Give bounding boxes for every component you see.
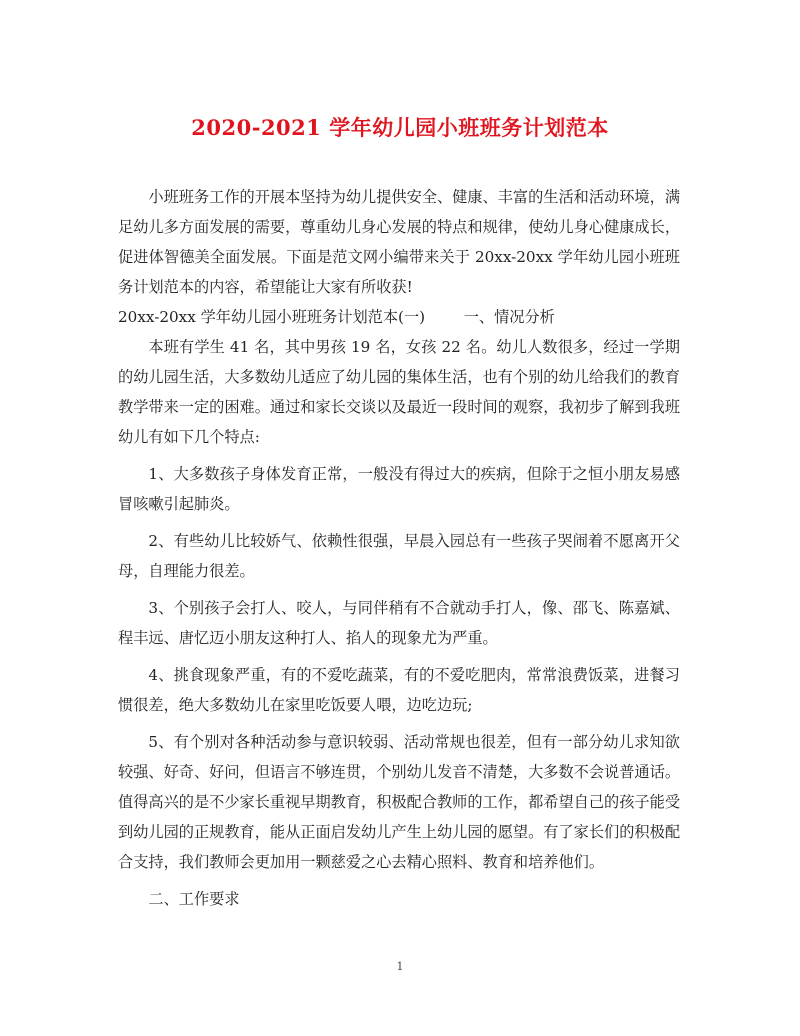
document-title: 2020-2021 学年幼儿园小班班务计划范本	[191, 115, 609, 140]
subheading-line	[118, 302, 680, 332]
list-item: 3、个别孩子会打人、咬人，与同伴稍有不合就动手打人，像、邵飞、陈嘉斌、程丰远、唐忆迈小朋友这种打人、掐人的现象尤为严重。	[118, 599, 680, 647]
intro-paragraph: 小班班务工作的开展本坚持为幼儿提供安全、健康、丰富的生活和活动环境，满足幼儿多方面发展的需要，尊重幼儿身心发展的特点和规律，使幼儿身心健康成长，促进体智德美全面发展。下面是范文网小编带来关于 20xx-20xx 学年幼儿园小班班务计划范本的内容，希望能让大家有所收获!	[118, 188, 680, 296]
list-item: 1、大多数孩子身体发育正常，一般没有得过大的疾病，但除于之恒小朋友易感冒咳嗽引起肺炎。	[118, 465, 680, 513]
section2-title: 二、工作要求	[148, 890, 240, 908]
subheading: 20xx-20xx 学年幼儿园小班班务计划范本(一)	[118, 308, 426, 326]
page-number: 1	[396, 960, 404, 973]
situation-paragraph: 本班有学生 41 名，其中男孩 19 名，女孩 22 名。幼儿人数很多，经过一学期的幼儿园生活，大多数幼儿适应了幼儿园的集体生活，也有个别的幼儿给我们的教育教学带来一定的困难。通过和家长交谈以及最近一段时间的观察，我初步了解到我班幼儿有如下几个特点:	[118, 338, 680, 446]
document-body	[118, 182, 680, 914]
list-item: 2、有些幼儿比较娇气、依赖性很强，早晨入园总有一些孩子哭闹着不愿离开父母，自理能力很差。	[118, 532, 680, 580]
section1-title: 一、情况分析	[463, 308, 555, 326]
list-item: 4、挑食现象严重，有的不爱吃蔬菜，有的不爱吃肥肉，常常浪费饭菜，进餐习惯很差，绝大多数幼儿在家里吃饭要人喂，边吃边玩;	[118, 666, 680, 714]
list-item: 5、有个别对各种活动参与意识较弱、活动常规也很差，但有一部分幼儿求知欲较强、好奇、好问，但语言不够连贯，个别幼儿发音不清楚，大多数不会说普通话。值得高兴的是不少家长重视早期教育，积极配合教师的工作，都希望自己的孩子能受到幼儿园的正规教育，能从正面启发幼儿产生上幼儿园的愿望。有了家长们的积极配合支持，我们教师会更加用一颗慈爱之心去精心照料、教育和培养他们。	[118, 733, 680, 871]
